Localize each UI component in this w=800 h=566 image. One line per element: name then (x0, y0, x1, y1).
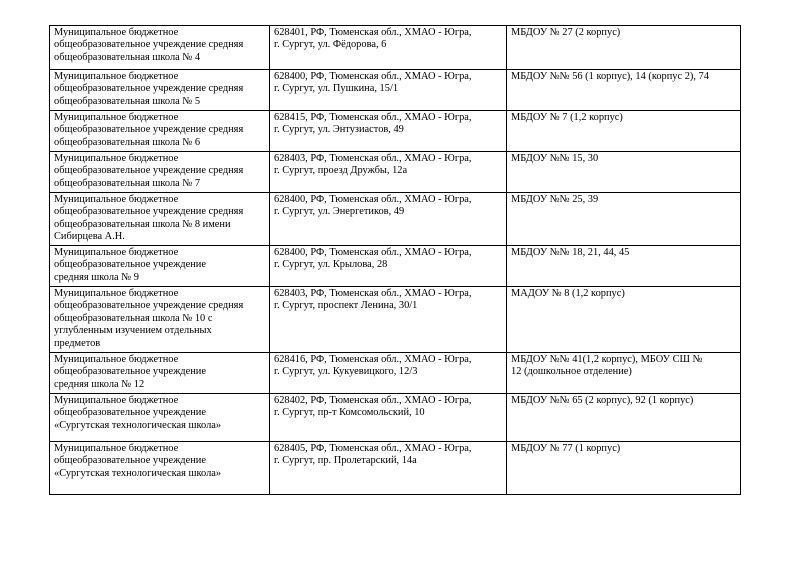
table-row (50, 111, 741, 152)
table-row (50, 152, 741, 193)
address-cell (270, 152, 507, 193)
table-row (50, 287, 741, 353)
address-cell (270, 246, 507, 287)
kindergartens-cell (507, 193, 741, 246)
school-name-cell (50, 442, 270, 495)
school-address: 628400, РФ, Тюменская обл., ХМАО - Югра, г. Сургут, ул. Пушкина, 15/1 (274, 71, 472, 95)
school-name-cell (50, 394, 270, 442)
table-body (50, 26, 741, 495)
assigned-kindergartens: МБДОУ № 7 (1,2 корпус) (511, 112, 623, 123)
school-address: 628403, РФ, Тюменская обл., ХМАО - Югра, г. Сургут, проезд Дружбы, 12а (274, 153, 472, 177)
school-name: Муниципальное бюджетное общеобразовательное учреждение средняя общеобразовательная школа № 7 (54, 153, 244, 189)
table-row (50, 193, 741, 246)
school-name: Муниципальное бюджетное общеобразовательное учреждение средняя общеобразовательная школа № 4 (54, 27, 244, 63)
kindergartens-cell (507, 26, 741, 70)
assigned-kindergartens: МБДОУ №№ 25, 39 (511, 194, 599, 205)
school-address: 628415, РФ, Тюменская обл., ХМАО - Югра, г. Сургут, ул. Энтузиастов, 49 (274, 112, 472, 136)
kindergartens-cell (507, 287, 741, 353)
table-row (50, 394, 741, 442)
kindergartens-cell (507, 246, 741, 287)
school-name-cell (50, 287, 270, 353)
school-name: Муниципальное бюджетное общеобразовательное учреждение средняя школа № 9 (54, 247, 206, 283)
school-name: Муниципальное бюджетное общеобразовательное учреждение средняя школа № 12 (54, 354, 206, 390)
address-cell (270, 193, 507, 246)
address-cell (270, 287, 507, 353)
school-name: Муниципальное бюджетное общеобразовательное учреждение «Сургутская технологическая школа» (54, 443, 222, 479)
school-name-cell (50, 353, 270, 394)
address-cell (270, 442, 507, 495)
address-cell (270, 353, 507, 394)
assigned-kindergartens: МБДОУ № 27 (2 корпус) (511, 27, 621, 38)
school-address: 628402, РФ, Тюменская обл., ХМАО - Югра, г. Сургут, пр-т Комсомольский, 10 (274, 395, 472, 419)
school-address: 628416, РФ, Тюменская обл., ХМАО - Югра, г. Сургут, ул. Кукуевицкого, 12/3 (274, 354, 472, 378)
school-address: 628400, РФ, Тюменская обл., ХМАО - Югра, г. Сургут, ул. Энергетиков, 49 (274, 194, 472, 218)
school-name: Муниципальное бюджетное общеобразовательное учреждение средняя общеобразовательная школа № 8 имени Сибирцева А.Н. (54, 194, 244, 243)
assigned-kindergartens: МБДОУ №№ 15, 30 (511, 153, 599, 164)
kindergartens-cell (507, 394, 741, 442)
schools-table (49, 25, 741, 495)
address-cell (270, 394, 507, 442)
kindergartens-cell (507, 152, 741, 193)
school-name: Муниципальное бюджетное общеобразовательное учреждение средняя общеобразовательная школа № 5 (54, 71, 244, 107)
assigned-kindergartens: МАДОУ № 8 (1,2 корпус) (511, 288, 625, 299)
school-address: 628405, РФ, Тюменская обл., ХМАО - Югра, г. Сургут, пр. Пролетарский, 14а (274, 443, 472, 467)
table-row (50, 26, 741, 70)
address-cell (270, 111, 507, 152)
school-name-cell (50, 26, 270, 70)
school-name-cell (50, 152, 270, 193)
table-row (50, 70, 741, 111)
assigned-kindergartens: МБДОУ № 77 (1 корпус) (511, 443, 621, 454)
kindergartens-cell (507, 442, 741, 495)
table-row (50, 246, 741, 287)
assigned-kindergartens: МБДОУ №№ 41(1,2 корпус), МБОУ СШ № 12 (дошкольное отделение) (511, 354, 703, 378)
kindergartens-cell (507, 111, 741, 152)
address-cell (270, 26, 507, 70)
school-address: 628401, РФ, Тюменская обл., ХМАО - Югра, г. Сургут, ул. Фёдорова, 6 (274, 27, 472, 51)
assigned-kindergartens: МБДОУ №№ 18, 21, 44, 45 (511, 247, 630, 258)
address-cell (270, 70, 507, 111)
school-address: 628403, РФ, Тюменская обл., ХМАО - Югра, г. Сургут, проспект Ленина, 30/1 (274, 288, 472, 312)
assigned-kindergartens: МБДОУ №№ 65 (2 корпус), 92 (1 корпус) (511, 395, 694, 406)
kindergartens-cell (507, 70, 741, 111)
school-name: Муниципальное бюджетное общеобразовательное учреждение «Сургутская технологическая школа» (54, 395, 222, 431)
school-name-cell (50, 246, 270, 287)
school-name-cell (50, 193, 270, 246)
school-address: 628400, РФ, Тюменская обл., ХМАО - Югра, г. Сургут, ул. Крылова, 28 (274, 247, 472, 271)
table-row (50, 353, 741, 394)
school-name-cell (50, 111, 270, 152)
table-row (50, 442, 741, 495)
kindergartens-cell (507, 353, 741, 394)
assigned-kindergartens: МБДОУ №№ 56 (1 корпус), 14 (корпус 2), 74 (511, 71, 709, 82)
school-name: Муниципальное бюджетное общеобразовательное учреждение средняя общеобразовательная школа № 10 с углубленным изучением отдельных предметов (54, 288, 244, 349)
school-name-cell (50, 70, 270, 111)
school-name: Муниципальное бюджетное общеобразовательное учреждение средняя общеобразовательная школа № 6 (54, 112, 244, 148)
